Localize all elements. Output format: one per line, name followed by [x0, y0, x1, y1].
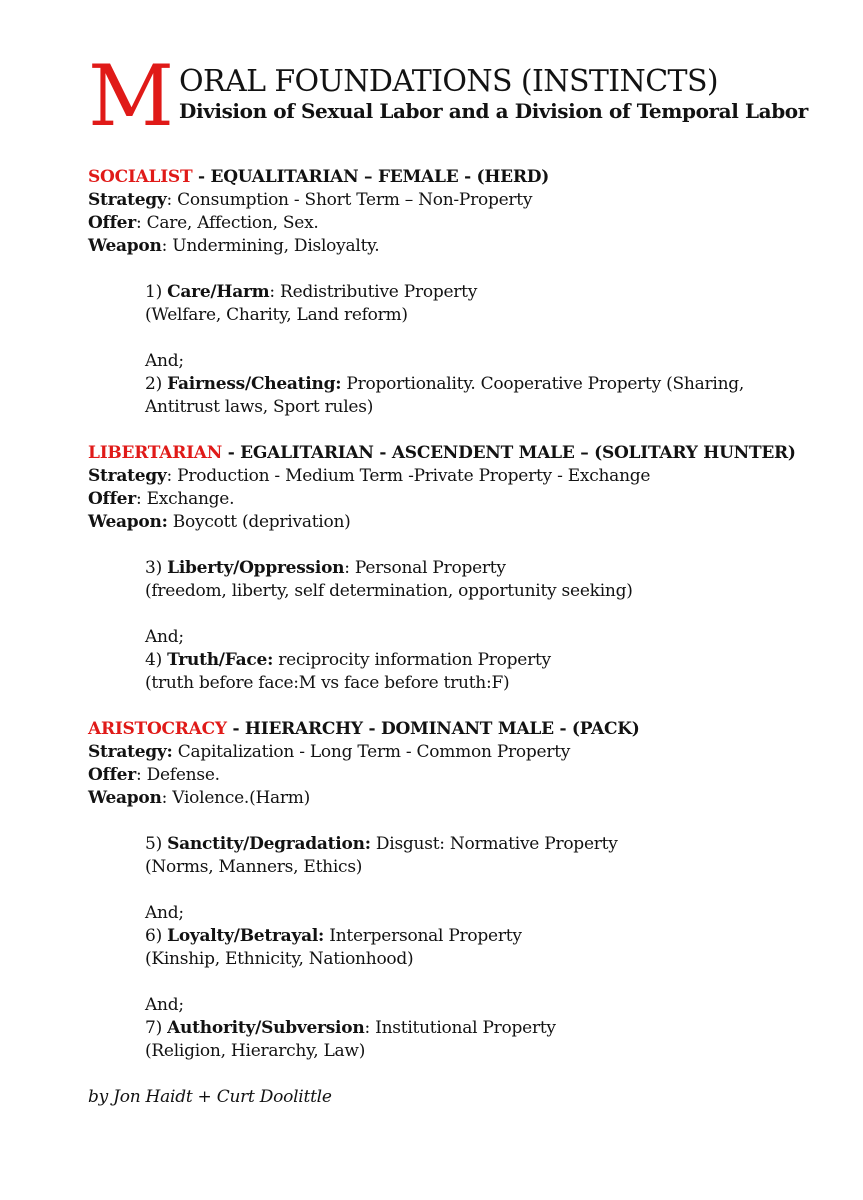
meta-line-offer: Offer: Exchange. [88, 489, 235, 509]
section-socialist [88, 166, 808, 419]
meta-line-strategy: Strategy: Consumption - Short Term – Non-Property [88, 190, 533, 210]
byline: by Jon Haidt + Curt Doolittle [88, 1087, 332, 1107]
foundation-item-3 [145, 557, 808, 603]
document-header [88, 47, 808, 145]
paren-line: (Religion, Hierarchy, Law) [145, 1041, 366, 1061]
section-heading-rest: - EGALITARIAN - ASCENDENT MALE – (SOLITARY HUNTER) [222, 443, 796, 463]
page-subtitle: Division of Sexual Labor and a Division of Temporal Labor [179, 99, 808, 123]
section-heading [88, 166, 808, 189]
meta-line-weapon: Weapon: Undermining, Disloyalty. [88, 236, 380, 256]
paren-line: (Kinship, Ethnicity, Nationhood) [145, 949, 414, 969]
and-line: And; [145, 627, 184, 647]
section-heading-term: SOCIALIST [88, 167, 193, 187]
meta-line-strategy: Strategy: Capitalization - Long Term - Common Property [88, 742, 571, 762]
meta-line-weapon: Weapon: Violence.(Harm) [88, 788, 311, 808]
foundation-item-2 [145, 350, 808, 419]
foundation-item-6 [145, 902, 808, 971]
item-line: 3) Liberty/Oppression: Personal Property [145, 558, 506, 578]
foundation-item-7 [145, 994, 808, 1063]
section-heading [88, 442, 808, 465]
foundation-item-1 [145, 281, 808, 327]
item-line: 1) Care/Harm: Redistributive Property [145, 282, 478, 302]
foundation-item-4 [145, 626, 808, 695]
document-body [88, 166, 808, 1109]
page-title: ORAL FOUNDATIONS (INSTINCTS) [179, 64, 719, 99]
and-line: And; [145, 995, 184, 1015]
dropcap-letter: M [88, 47, 173, 145]
foundation-item-5 [145, 833, 808, 879]
section-libertarian [88, 442, 808, 695]
section-heading [88, 718, 808, 741]
paren-line: (freedom, liberty, self determination, opportunity seeking) [145, 581, 633, 601]
paren-line: (Norms, Manners, Ethics) [145, 857, 363, 877]
section-heading-rest: - EQUALITARIAN – FEMALE - (HERD) [192, 167, 550, 187]
meta-line-weapon: Weapon: Boycott (deprivation) [88, 512, 351, 532]
paren-line: Antitrust laws, Sport rules) [145, 397, 374, 417]
item-line: 6) Loyalty/Betrayal: Interpersonal Property [145, 926, 522, 946]
meta-line-offer: Offer: Care, Affection, Sex. [88, 213, 319, 233]
section-heading-term: ARISTOCRACY [88, 719, 227, 739]
meta-line-strategy: Strategy: Production - Medium Term -Private Property - Exchange [88, 466, 651, 486]
item-line: 4) Truth/Face: reciprocity information Property [145, 650, 551, 670]
item-line: 2) Fairness/Cheating: Proportionality. Cooperative Property (Sharing, [145, 374, 745, 394]
and-line: And; [145, 903, 184, 923]
section-aristocracy [88, 718, 808, 1063]
title-block [179, 57, 808, 124]
item-line: 7) Authority/Subversion: Institutional Property [145, 1018, 556, 1038]
item-line: 5) Sanctity/Degradation: Disgust: Normative Property [145, 834, 618, 854]
paren-line: (truth before face:M vs face before truth:F) [145, 673, 510, 693]
section-heading-rest: - HIERARCHY - DOMINANT MALE - (PACK) [226, 719, 640, 739]
paren-line: (Welfare, Charity, Land reform) [145, 305, 408, 325]
and-line: And; [145, 351, 184, 371]
meta-line-offer: Offer: Defense. [88, 765, 220, 785]
section-heading-term: LIBERTARIAN [88, 443, 223, 463]
